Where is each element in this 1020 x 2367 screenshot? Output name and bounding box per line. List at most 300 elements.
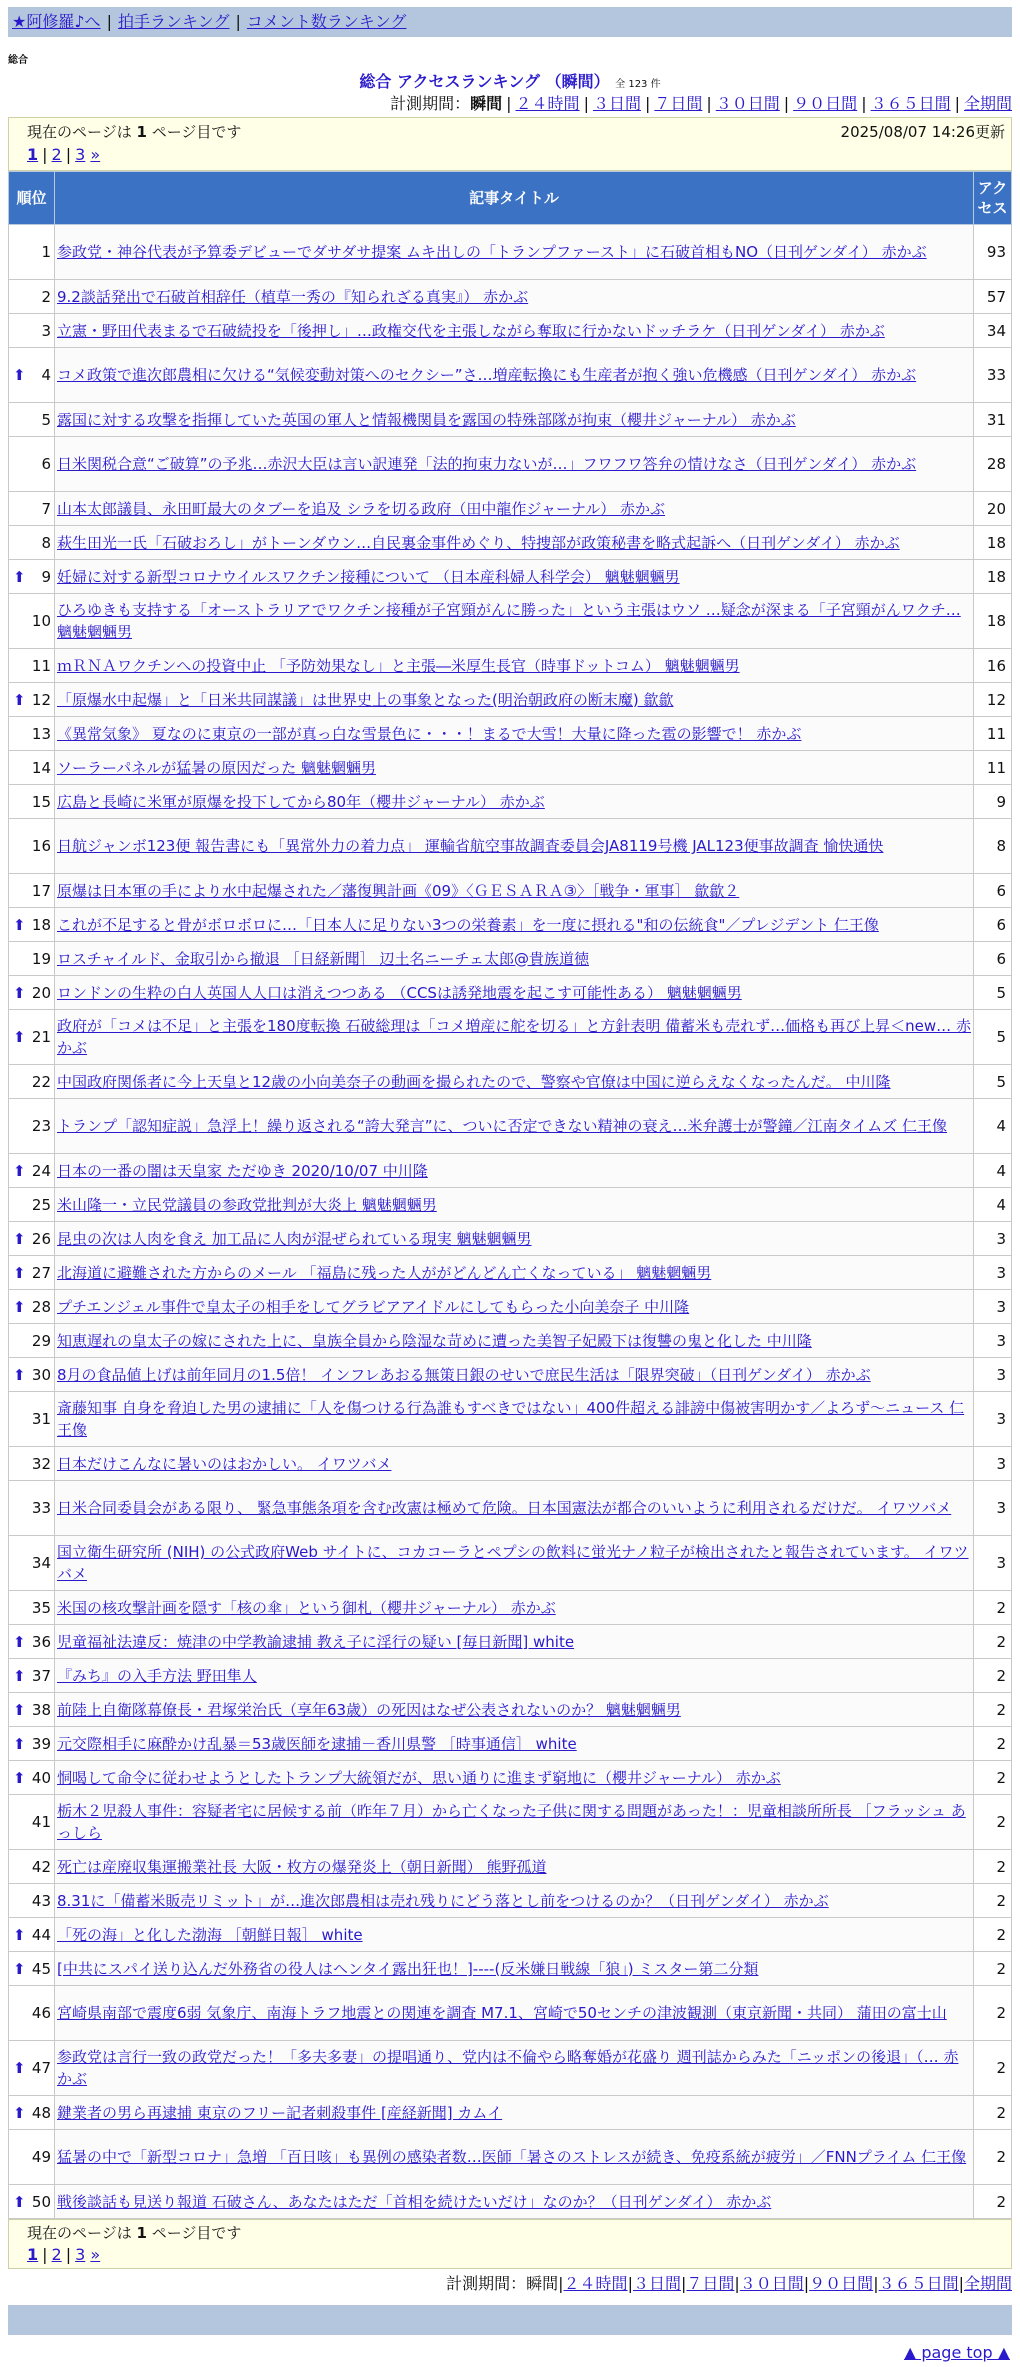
rank-cell bbox=[9, 751, 55, 785]
period-separator: | bbox=[783, 94, 790, 113]
rank-number: 35 bbox=[31, 1598, 51, 1617]
up-arrow-icon: ⬆ bbox=[13, 2192, 26, 2211]
page-title: 総合 アクセスランキング （瞬間） bbox=[359, 72, 610, 91]
access-count: 57 bbox=[974, 280, 1012, 314]
page-text-after: ページ目です bbox=[151, 2224, 242, 2242]
rank-number: 50 bbox=[31, 2192, 51, 2211]
table-row bbox=[9, 1256, 1012, 1290]
title-cell bbox=[55, 1952, 974, 1986]
period-link-2[interactable]: ７日間 bbox=[654, 94, 703, 113]
rank-cell bbox=[9, 976, 55, 1010]
rank-cell bbox=[9, 314, 55, 348]
period-current: 瞬間 bbox=[470, 94, 503, 113]
rank-number: 21 bbox=[31, 1028, 51, 1046]
article-link[interactable]: 昆虫の次は人肉を食え 加工品に人肉が混ぜられている現実 魑魅魍魎男 bbox=[57, 1229, 532, 1248]
rank-cell bbox=[9, 2130, 55, 2185]
up-arrow-icon: ⬆ bbox=[13, 1161, 26, 1180]
clap-ranking-link[interactable]: 拍手ランキング bbox=[117, 12, 230, 31]
article-link[interactable]: 宮崎県南部で震度6弱 気象庁、南海トラフ地震との関連を調査 M7.1、宮崎で50センチの津波観測（東京新聞・共同） 蒲田の富士山 bbox=[57, 2004, 947, 2022]
access-count: 5 bbox=[974, 976, 1012, 1010]
access-count: 2 bbox=[974, 1918, 1012, 1952]
rank-cell bbox=[9, 492, 55, 526]
rank-number: 7 bbox=[41, 499, 51, 518]
period-separator: | bbox=[627, 2274, 633, 2293]
rank-number: 16 bbox=[31, 837, 51, 855]
access-count: 2 bbox=[974, 1727, 1012, 1761]
rank-number: 11 bbox=[31, 656, 51, 675]
rank-number: 6 bbox=[41, 455, 51, 473]
table-row bbox=[9, 1536, 1012, 1591]
article-link[interactable]: 国立衛生研究所 (NIH) の公式政府Web サイトに、コカコーラとペプシの飲料に蛍光ナノ粒子が検出されたと報告されています。 イワツバメ bbox=[57, 1543, 969, 1583]
title-cell bbox=[55, 751, 974, 785]
table-row bbox=[9, 348, 1012, 403]
rank-number: 1 bbox=[41, 243, 51, 261]
table-row bbox=[9, 683, 1012, 717]
up-arrow-icon: ⬆ bbox=[13, 1297, 26, 1316]
up-arrow-icon: ⬆ bbox=[13, 1263, 26, 1282]
period-link-6[interactable]: 全期間 bbox=[963, 94, 1012, 113]
period-selector bbox=[0, 91, 1012, 117]
pager-next[interactable]: » bbox=[90, 2245, 101, 2264]
page-title-row bbox=[0, 69, 1020, 91]
page-text-before: 現在のページは bbox=[27, 2224, 132, 2242]
page-text-before: 現在のページは bbox=[27, 123, 132, 141]
title-cell bbox=[55, 1256, 974, 1290]
access-count: 3 bbox=[974, 1290, 1012, 1324]
article-link[interactable]: 栃木２児殺人事件：容疑者宅に居候する前（昨年７月）から亡くなった子供に関する問題があった！：児童相談所所長 ［フラッシュ あっしら bbox=[57, 1802, 966, 1842]
rank-number: 48 bbox=[31, 2103, 51, 2122]
period-link-6[interactable]: 全期間 bbox=[963, 2274, 1012, 2293]
rank-cell bbox=[9, 1850, 55, 1884]
article-link[interactable]: 児童福祉法違反：焼津の中学教諭逮捕 教え子に淫行の疑い [毎日新聞] white bbox=[57, 1632, 575, 1651]
period-link-1[interactable]: ３日間 bbox=[592, 94, 641, 113]
count-header: アクセス bbox=[974, 172, 1012, 225]
period-link-1[interactable]: ３日間 bbox=[632, 2274, 681, 2293]
rank-number: 46 bbox=[31, 2004, 51, 2022]
table-row bbox=[9, 819, 1012, 874]
rank-cell bbox=[9, 785, 55, 819]
article-link[interactable]: 8.31に「備蓄米販売リミット」が…進次郎農相は売れ残りにどう落とし前をつけるのか？（日刊ゲンダイ） 赤かぶ bbox=[57, 1891, 829, 1910]
table-row bbox=[9, 785, 1012, 819]
table-row bbox=[9, 1952, 1012, 1986]
article-link[interactable]: トランプ「認知症説」急浮上！繰り返される“誇大発言”に、ついに否定できない精神の衰え…米弁護士が警鐘／江南タイムズ 仁王像 bbox=[57, 1117, 948, 1135]
article-link[interactable]: 《異常気象》 夏なのに東京の一部が真っ白な雪景色に・・・！まるで大雪！大量に降った雹の影響で！ 赤かぶ bbox=[57, 724, 802, 743]
table-row bbox=[9, 1591, 1012, 1625]
pager-next[interactable]: » bbox=[90, 145, 101, 164]
comment-ranking-link[interactable]: コメント数ランキング bbox=[246, 12, 407, 31]
article-link[interactable]: ロンドンの生粋の白人英国人人口は消えつつある （CCSは誘発地震を起こす可能性ある） 魑魅魍魎男 bbox=[57, 983, 742, 1002]
rank-cell bbox=[9, 594, 55, 649]
title-cell bbox=[55, 348, 974, 403]
title-cell bbox=[55, 1447, 974, 1481]
nav-separator: | bbox=[235, 12, 241, 31]
access-count: 34 bbox=[974, 314, 1012, 348]
title-cell bbox=[55, 785, 974, 819]
pager bbox=[27, 144, 1003, 166]
article-link[interactable]: 日米関税合意“ご破算”の予兆…赤沢大臣は言い訳連発「法的拘束力ないが…」フワフワ答弁の情けなさ（日刊ゲンダイ） 赤かぶ bbox=[57, 455, 917, 473]
table-row bbox=[9, 1222, 1012, 1256]
pager-page-2[interactable]: 2 bbox=[51, 145, 62, 164]
period-separator: | bbox=[803, 2274, 810, 2293]
article-link[interactable]: 米国の核攻撃計画を隠す「核の傘」という御札（櫻井ジャーナル） 赤かぶ bbox=[57, 1598, 556, 1617]
access-count: 11 bbox=[974, 717, 1012, 751]
period-label: 計測期間： bbox=[446, 2274, 527, 2293]
article-link[interactable]: 参政党は言行一致の政党だった！「多夫多妻」の提唱通り、党内は不倫やら略奪婚が花盛り 週刊誌からみた「ニッポンの後退」（… 赤かぶ bbox=[57, 2048, 959, 2088]
title-cell bbox=[55, 717, 974, 751]
rank-cell bbox=[9, 1986, 55, 2041]
up-arrow-icon: ⬆ bbox=[13, 1666, 26, 1685]
title-cell bbox=[55, 1693, 974, 1727]
access-count: 3 bbox=[974, 1392, 1012, 1447]
table-row bbox=[9, 492, 1012, 526]
article-link[interactable]: [中共にスパイ送り込んだ外務省の役人はヘンタイ露出狂也！]----(反米嫌日戦線「狼」) ミスター第二分類 bbox=[57, 1959, 759, 1978]
title-cell bbox=[55, 1010, 974, 1065]
page-top-link[interactable]: ▲ page top ▲ bbox=[903, 2343, 1010, 2362]
article-link[interactable]: 北海道に避難された方からのメール 「福島に残った人ががどんどん亡くなっている」 魑魅魍魎男 bbox=[57, 1263, 712, 1282]
up-arrow-icon: ⬆ bbox=[13, 1734, 26, 1753]
table-row bbox=[9, 874, 1012, 908]
article-link[interactable]: 広島と長崎に米軍が原爆を投下してから80年（櫻井ジャーナル） 赤かぶ bbox=[57, 792, 545, 811]
pager-current[interactable]: 1 bbox=[27, 2245, 39, 2264]
table-row bbox=[9, 1795, 1012, 1850]
access-count: 5 bbox=[974, 1065, 1012, 1099]
breadcrumb: 総合 bbox=[8, 55, 28, 66]
article-link[interactable]: ソーラーパネルが猛暑の原因だった 魑魅魍魎男 bbox=[57, 758, 377, 777]
pager-separator: | bbox=[42, 145, 48, 164]
table-row bbox=[9, 1392, 1012, 1447]
access-count: 2 bbox=[974, 2185, 1012, 2219]
access-count: 3 bbox=[974, 1447, 1012, 1481]
article-link[interactable]: 日航ジャンボ123便 報告書にも「異常外力の着力点」 運輸省航空事故調査委員会JA8119号機 JAL123便事故調査 愉快通快 bbox=[57, 837, 884, 855]
rank-number: 17 bbox=[31, 881, 51, 900]
rank-cell bbox=[9, 1659, 55, 1693]
table-row bbox=[9, 314, 1012, 348]
rank-number: 24 bbox=[31, 1161, 51, 1180]
article-link[interactable]: ひろゆきも支持する「オーストラリアでワクチン接種が子宮頸がんに勝った」という主張はウソ …疑念が深まる「子宮頸がんワクチ… 魑魅魍魎男 bbox=[57, 601, 961, 641]
access-count: 2 bbox=[974, 2130, 1012, 2185]
title-cell bbox=[55, 1481, 974, 1536]
pager-page-3[interactable]: 3 bbox=[75, 2245, 86, 2264]
period-link-0[interactable]: ２４時間 bbox=[563, 2274, 628, 2293]
pager-separator: | bbox=[42, 2245, 48, 2264]
title-cell bbox=[55, 1536, 974, 1591]
period-link-0[interactable]: ２４時間 bbox=[515, 94, 580, 113]
access-count: 4 bbox=[974, 1188, 1012, 1222]
article-link[interactable]: 日本だけこんなに暑いのはおかしい。 イワツバメ bbox=[57, 1454, 392, 1473]
ranking-table bbox=[8, 171, 1012, 2219]
rank-number: 33 bbox=[31, 1499, 51, 1517]
period-link-3[interactable]: ３０日間 bbox=[739, 2274, 804, 2293]
rank-number: 42 bbox=[31, 1857, 51, 1876]
access-count: 18 bbox=[974, 560, 1012, 594]
access-count: 31 bbox=[974, 403, 1012, 437]
rank-cell bbox=[9, 874, 55, 908]
article-link[interactable]: ｍＲＮＡワクチンへの投資中止 「予防効果なし」と主張―米厚生長官（時事ドットコム） 魑魅魍魎男 bbox=[57, 656, 740, 675]
table-row bbox=[9, 560, 1012, 594]
rank-cell bbox=[9, 280, 55, 314]
period-link-4[interactable]: ９０日間 bbox=[793, 94, 858, 113]
article-link[interactable]: 米山隆一・立民党議員の参政党批判が大炎上 魑魅魍魎男 bbox=[57, 1195, 437, 1214]
period-link-5[interactable]: ３６５日間 bbox=[870, 94, 951, 113]
access-count: 18 bbox=[974, 594, 1012, 649]
table-row bbox=[9, 526, 1012, 560]
rank-cell bbox=[9, 1481, 55, 1536]
rank-number: 49 bbox=[31, 2148, 51, 2166]
pager-separator: | bbox=[65, 2245, 72, 2264]
rank-cell bbox=[9, 560, 55, 594]
access-count: 12 bbox=[974, 683, 1012, 717]
page-number: 1 bbox=[136, 123, 147, 141]
title-cell bbox=[55, 942, 974, 976]
up-arrow-icon: ⬆ bbox=[13, 2059, 26, 2077]
rank-cell bbox=[9, 942, 55, 976]
title-cell bbox=[55, 314, 974, 348]
title-cell bbox=[55, 1591, 974, 1625]
article-link[interactable]: 妊婦に対する新型コロナウイルスワクチン接種について （日本産科婦人科学会） 魑魅魍魎男 bbox=[57, 567, 680, 586]
article-link[interactable]: 『みち』の入手方法 野田隼人 bbox=[57, 1666, 257, 1685]
title-cell bbox=[55, 2130, 974, 2185]
access-count: 6 bbox=[974, 942, 1012, 976]
article-link[interactable]: 8月の食品値上げは前年同月の1.5倍！ インフレあおる無策日銀のせいで庶民生活は「限界突破」（日刊ゲンダイ） 赤かぶ bbox=[57, 1365, 871, 1384]
rank-cell bbox=[9, 1727, 55, 1761]
rank-cell bbox=[9, 683, 55, 717]
table-row bbox=[9, 1065, 1012, 1099]
period-link-4[interactable]: ９０日間 bbox=[809, 2274, 874, 2293]
title-cell bbox=[55, 492, 974, 526]
rank-number: 38 bbox=[31, 1700, 51, 1719]
table-row bbox=[9, 1850, 1012, 1884]
title-cell bbox=[55, 976, 974, 1010]
access-count: 6 bbox=[974, 908, 1012, 942]
title-cell bbox=[55, 1659, 974, 1693]
rank-number: 30 bbox=[31, 1365, 51, 1384]
page-info-box-bottom bbox=[8, 2219, 1012, 2269]
access-count: 18 bbox=[974, 526, 1012, 560]
up-arrow-icon: ⬆ bbox=[13, 1365, 26, 1384]
article-link[interactable]: 「死の海」と化した渤海 ［朝鮮日報］ white bbox=[57, 1925, 363, 1944]
article-link[interactable]: 前陸上自衛隊幕僚長・君塚栄治氏（享年63歳）の死因はなぜ公表されないのか？ 魑魅魍魎男 bbox=[57, 1700, 681, 1719]
title-cell bbox=[55, 1358, 974, 1392]
rank-number: 45 bbox=[31, 1959, 51, 1978]
access-count: 33 bbox=[974, 348, 1012, 403]
title-cell bbox=[55, 683, 974, 717]
rank-number: 22 bbox=[31, 1072, 51, 1091]
article-link[interactable]: コメ政策で進次郎農相に欠ける“気候変動対策へのセクシー”さ…増産転換にも生産者が抱く強い危機感（日刊ゲンダイ） 赤かぶ bbox=[57, 366, 917, 384]
up-arrow-icon: ⬆ bbox=[13, 1632, 26, 1651]
rank-cell bbox=[9, 1761, 55, 1795]
title-cell bbox=[55, 1850, 974, 1884]
title-cell bbox=[55, 908, 974, 942]
article-link[interactable]: 政府が「コメは不足」と主張を180度転換 石破総理は「コメ増産に舵を切る」と方針表明 備蓄米も売れず…価格も再び上昇＜new… 赤かぶ bbox=[57, 1017, 971, 1057]
article-link[interactable]: 「原爆水中起爆」と「日米共同謀議」は世界史上の事象となった(明治朝政府の断末魔) 歙歙 bbox=[57, 690, 674, 709]
period-separator: | bbox=[558, 2274, 564, 2293]
article-link[interactable]: 露国に対する攻撃を指揮していた英国の軍人と情報機関員を露国の特殊部隊が拘束（櫻井ジャーナル） 赤かぶ bbox=[57, 410, 796, 429]
page-indicator bbox=[27, 2222, 1003, 2244]
table-row bbox=[9, 403, 1012, 437]
access-count: 11 bbox=[974, 751, 1012, 785]
rank-cell bbox=[9, 1358, 55, 1392]
title-cell bbox=[55, 2041, 974, 2096]
pager bbox=[27, 2244, 1003, 2266]
access-count: 2 bbox=[974, 1795, 1012, 1850]
article-link[interactable]: 斎藤知事 自身を脅迫した男の逮捕に「人を傷つける行為誰もすべきではない」400件超える誹謗中傷被害明かす／よろず〜ニュース 仁王像 bbox=[57, 1399, 965, 1439]
table-row bbox=[9, 1884, 1012, 1918]
access-count: 20 bbox=[974, 492, 1012, 526]
article-link[interactable]: 立憲・野田代表まるで石破続投を「後押し」…政権交代を主張しながら奪取に行かないドッチラケ（日刊ゲンダイ） 赤かぶ bbox=[57, 321, 885, 340]
table-row bbox=[9, 437, 1012, 492]
rank-number: 34 bbox=[31, 1554, 51, 1572]
period-separator: | bbox=[734, 2274, 740, 2293]
article-link[interactable]: 日本の一番の闇は天皇家 ただゆき 2020/10/07 中川隆 bbox=[57, 1161, 428, 1180]
pager-page-2[interactable]: 2 bbox=[51, 2245, 62, 2264]
period-separator: | bbox=[706, 94, 712, 113]
rank-number: 14 bbox=[31, 758, 51, 777]
rank-cell bbox=[9, 1010, 55, 1065]
up-arrow-icon: ⬆ bbox=[13, 1925, 26, 1944]
rank-cell bbox=[9, 819, 55, 874]
table-row bbox=[9, 1358, 1012, 1392]
table-row bbox=[9, 942, 1012, 976]
access-count: 6 bbox=[974, 874, 1012, 908]
up-arrow-icon: ⬆ bbox=[13, 983, 26, 1002]
table-row bbox=[9, 1986, 1012, 2041]
title-cell bbox=[55, 1222, 974, 1256]
up-arrow-icon: ⬆ bbox=[13, 1700, 26, 1719]
period-separator: | bbox=[861, 94, 867, 113]
rank-number: 19 bbox=[31, 949, 51, 968]
title-cell bbox=[55, 1065, 974, 1099]
rank-number: 20 bbox=[31, 983, 51, 1002]
rank-number: 13 bbox=[31, 724, 51, 743]
article-link[interactable]: 恫喝して命令に従わせようとしたトランプ大統領だが、思い通りに進まず窮地に（櫻井ジャーナル） 赤かぶ bbox=[57, 1768, 781, 1787]
table-header-row bbox=[9, 172, 1012, 225]
up-arrow-icon: ⬆ bbox=[13, 1229, 26, 1248]
rank-cell bbox=[9, 1256, 55, 1290]
period-separator: | bbox=[954, 94, 960, 113]
article-link[interactable]: 中国政府関係者に今上天皇と12歳の小向美奈子の動画を撮られたので、警察や官僚は中国に逆らえなくなったんだ。 中川隆 bbox=[57, 1072, 891, 1091]
table-row bbox=[9, 1324, 1012, 1358]
access-count: 3 bbox=[974, 1324, 1012, 1358]
rank-cell bbox=[9, 1591, 55, 1625]
rank-cell bbox=[9, 437, 55, 492]
title-cell bbox=[55, 403, 974, 437]
up-arrow-icon: ⬆ bbox=[13, 366, 26, 384]
article-link[interactable]: 元交際相手に麻酔かけ乱暴＝53歳医師を逮捕－香川県警 ［時事通信］ white bbox=[57, 1734, 577, 1753]
rank-number: 18 bbox=[31, 915, 51, 934]
article-link[interactable]: 山本太郎議員、永田町最大のタブーを追及 シラを切る政府（田中龍作ジャーナル） 赤かぶ bbox=[57, 499, 666, 518]
article-link[interactable]: 萩生田光一氏「石破おろし」がトーンダウン…自民裏金事件めぐり、特捜部が政策秘書を略式起訴へ（日刊ゲンダイ） 赤かぶ bbox=[57, 533, 900, 552]
period-separator: | bbox=[506, 94, 512, 113]
access-count: 2 bbox=[974, 1693, 1012, 1727]
rank-number: 43 bbox=[31, 1891, 51, 1910]
period-label: 計測期間： bbox=[390, 94, 471, 113]
title-cell bbox=[55, 1324, 974, 1358]
table-row bbox=[9, 1290, 1012, 1324]
table-row bbox=[9, 1693, 1012, 1727]
article-link[interactable]: 9.2談話発出で石破首相辞任（植草一秀の『知られざる真実』） 赤かぶ bbox=[57, 287, 529, 306]
title-cell bbox=[55, 225, 974, 280]
up-arrow-icon: ⬆ bbox=[13, 1768, 26, 1787]
period-separator: | bbox=[873, 2274, 879, 2293]
rank-cell bbox=[9, 1625, 55, 1659]
access-count: 2 bbox=[974, 1761, 1012, 1795]
table-row bbox=[9, 225, 1012, 280]
rank-number: 44 bbox=[31, 1925, 51, 1944]
pager-page-3[interactable]: 3 bbox=[75, 145, 86, 164]
table-row bbox=[9, 2130, 1012, 2185]
table-row bbox=[9, 649, 1012, 683]
access-count: 3 bbox=[974, 1358, 1012, 1392]
pager-separator: | bbox=[65, 145, 72, 164]
article-link[interactable]: 知恵遅れの皇太子の嫁にされた上に、皇族全員から陰湿な苛めに遭った美智子妃殿下は復讐の鬼と化した 中川隆 bbox=[57, 1331, 812, 1350]
article-link[interactable]: 死亡は産廃収集運搬業社長 大阪・枚方の爆発炎上（朝日新聞） 熊野孤道 bbox=[57, 1857, 547, 1876]
up-arrow-icon: ⬆ bbox=[13, 915, 26, 934]
rank-number: 12 bbox=[31, 690, 51, 709]
title-cell bbox=[55, 819, 974, 874]
table-row bbox=[9, 976, 1012, 1010]
article-link[interactable]: 猛暑の中で「新型コロナ」急増 「百日咳」も異例の感染者数…医師「暑さのストレスが続き、免疫系統が疲労」／FNNプライム 仁王像 bbox=[57, 2148, 967, 2166]
article-link[interactable]: これが不足すると骨がボロボロに…「日本人に足りない3つの栄養素」を一度に摂れる"和の伝統食"／プレジデント 仁王像 bbox=[57, 915, 879, 934]
table-row bbox=[9, 751, 1012, 785]
access-count: 4 bbox=[974, 1099, 1012, 1154]
rank-cell bbox=[9, 1222, 55, 1256]
total-count: 全 123 件 bbox=[615, 79, 661, 90]
title-cell bbox=[55, 560, 974, 594]
rank-cell bbox=[9, 1065, 55, 1099]
title-cell bbox=[55, 649, 974, 683]
table-row bbox=[9, 1659, 1012, 1693]
title-cell bbox=[55, 594, 974, 649]
up-arrow-icon: ⬆ bbox=[13, 690, 26, 709]
title-cell bbox=[55, 1727, 974, 1761]
title-header: 記事タイトル bbox=[55, 172, 974, 225]
article-link[interactable]: ロスチャイルド、金取引から撤退 ［日経新聞］ 辺土名ニーチェ太郎@貴族道徳 bbox=[57, 949, 589, 968]
table-row bbox=[9, 1727, 1012, 1761]
pager-current[interactable]: 1 bbox=[27, 145, 39, 164]
rank-cell bbox=[9, 1154, 55, 1188]
period-separator: | bbox=[958, 2274, 964, 2293]
article-link[interactable]: 戦後談話も見送り報道 石破さん、あなたはただ「首相を続けたいだけ」なのか？（日刊ゲンダイ） 赤かぶ bbox=[57, 2192, 772, 2211]
rank-cell bbox=[9, 649, 55, 683]
access-count: 8 bbox=[974, 819, 1012, 874]
period-link-2[interactable]: ７日間 bbox=[686, 2274, 735, 2293]
period-separator: | bbox=[680, 2274, 687, 2293]
rank-number: 9 bbox=[41, 567, 51, 586]
period-selector-bottom bbox=[0, 2269, 1012, 2299]
table-row bbox=[9, 1761, 1012, 1795]
article-link[interactable]: 参政党・神谷代表が予算委デビューでダサダサ提案 ムキ出しの「トランプファースト」に石破首相もNO（日刊ゲンダイ） 赤かぶ bbox=[57, 243, 927, 261]
rank-number: 40 bbox=[31, 1768, 51, 1787]
home-link[interactable]: ★阿修羅♪へ bbox=[12, 12, 101, 31]
article-link[interactable]: 鍵業者の男ら再逮捕 東京のフリー記者刺殺事件 [産経新聞] カムイ bbox=[57, 2103, 503, 2122]
period-link-3[interactable]: ３０日間 bbox=[715, 94, 780, 113]
article-link[interactable]: 原爆は日本軍の手により水中起爆された／藩復興計画《09》〈ＧＥＳＡＲＡ③〉［戦争・軍事］ 歙歙２ bbox=[57, 881, 740, 900]
up-arrow-icon: ⬆ bbox=[13, 1028, 26, 1046]
title-cell bbox=[55, 1795, 974, 1850]
access-count: 2 bbox=[974, 1986, 1012, 2041]
article-link[interactable]: プチエンジェル事件で皇太子の相手をしてグラビアアイドルにしてもらった小向美奈子 中川隆 bbox=[57, 1297, 690, 1316]
article-link[interactable]: 日米合同委員会がある限り、 緊急事態条項を含む改憲は極めて危険。日本国憲法が都合のいいように利用されるだけだ。 イワツバメ bbox=[57, 1499, 952, 1517]
top-nav-bar bbox=[8, 7, 1012, 37]
period-link-5[interactable]: ３６５日間 bbox=[878, 2274, 959, 2293]
access-count: 2 bbox=[974, 1591, 1012, 1625]
title-cell bbox=[55, 1986, 974, 2041]
rank-cell bbox=[9, 1952, 55, 1986]
up-arrow-icon: ⬆ bbox=[13, 567, 26, 586]
access-count: 5 bbox=[974, 1010, 1012, 1065]
rank-cell bbox=[9, 1099, 55, 1154]
rank-cell bbox=[9, 1324, 55, 1358]
